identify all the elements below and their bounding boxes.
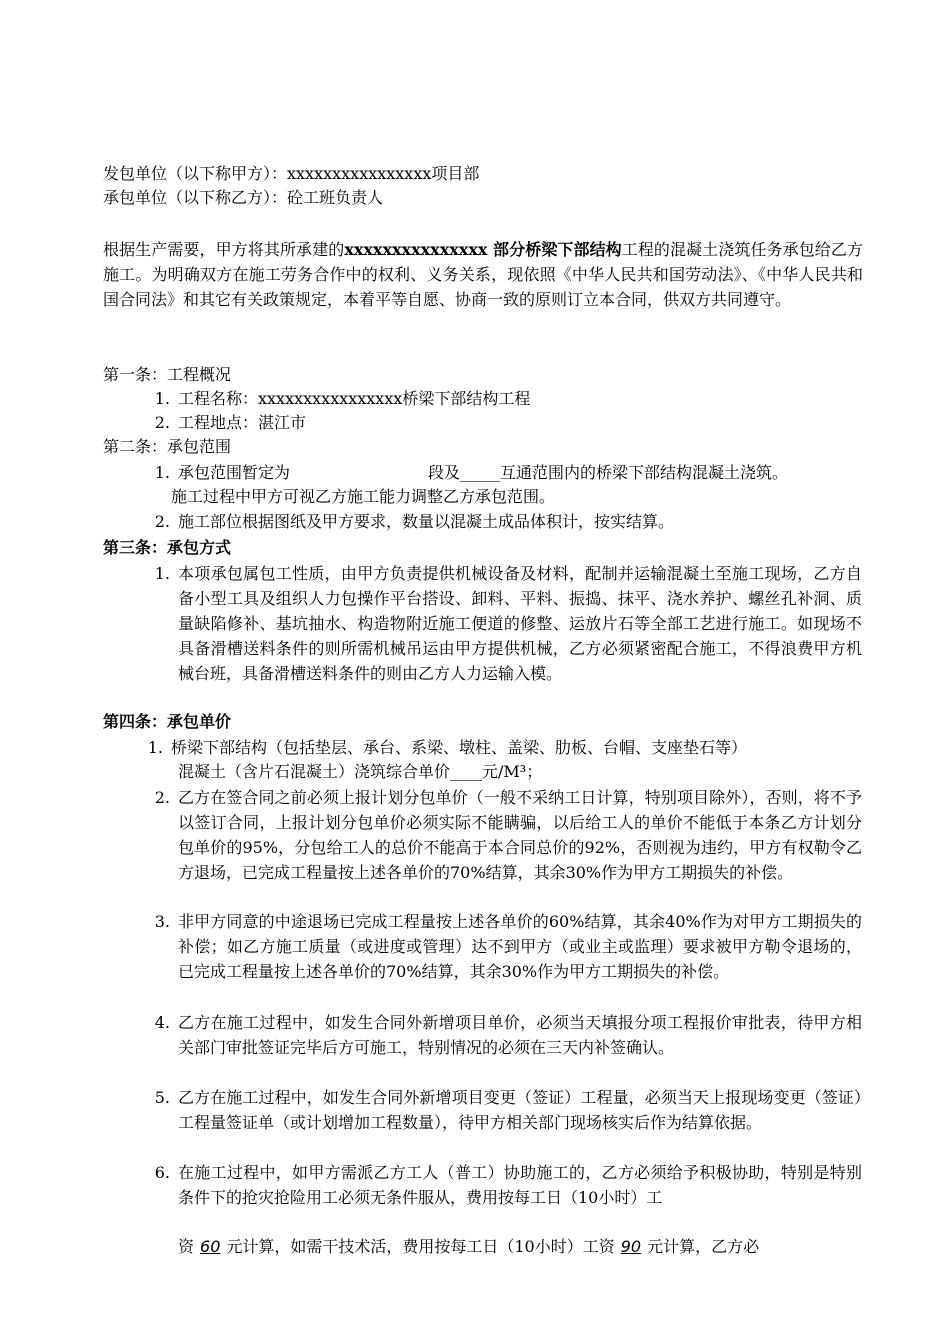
wage-text-c: 元计算，乙方必 — [647, 1237, 760, 1256]
article-1-item-1 — [154, 387, 878, 411]
scope-text-a: 承包范围暂定为 — [178, 463, 291, 482]
contract-method-text: 本项承包属包工性质，由甲方负责提供机械设备及材料，配制并运输混凝土至施工现场，乙方自备小型工具及组织人力包操作平台搭设、卸料、平料、振捣、抹平、浇水养护、螺丝孔补洞、质量缺陷修补、基坑抽水、构造物附近施工便道的修整、运放片石等全部工艺进行施工。如现场不具备滑槽送料条件的则所需机械吊运由甲方提供机械，乙方必须紧密配合施工，不得浪费甲方机械台班，具备滑槽送料条件的则由乙方人力运输入模。 — [178, 564, 862, 683]
article-2-item-1-line-2: 施工过程中甲方可视乙方施工能力调整乙方承包范围。 — [171, 487, 556, 506]
wage-text-a: 资 — [178, 1237, 195, 1256]
labor-assistance-text: 在施工过程中，如甲方需派乙方工人（普工）协助施工的，乙方必须给予积极协助，特别是特别条件下的抢灾抢险用工必须无条件服从，费用按每工日（10小时）工 — [178, 1163, 862, 1207]
article-4-item-3 — [154, 909, 862, 984]
article-4-title: 第四条：承包单价 — [103, 712, 232, 731]
party-b-line: 承包单位（以下称乙方）：砼工班负责人 — [103, 188, 384, 207]
article-4-item-5 — [154, 1085, 862, 1135]
article-2-item-2 — [154, 510, 878, 534]
party-a-line: 发包单位（以下称甲方）：xxxxxxxxxxxxxxxx项目部 — [103, 164, 480, 183]
scope-text-c: 互通范围内的桥梁下部结构混凝土浇筑。 — [500, 463, 789, 482]
article-4-item-1 — [147, 736, 871, 760]
wage-text-b: 元计算，如需干技术活，费用按每工日（10小时）工资 — [226, 1237, 615, 1256]
article-3-title: 第三条：承包方式 — [103, 538, 232, 557]
scope-blank-interchange: _____ — [460, 463, 501, 482]
project-name: 工程名称：xxxxxxxxxxxxxxxx桥梁下部结构工程 — [178, 389, 531, 408]
intro-project-name: xxxxxxxxxxxxxxx 部分桥梁下部结构 — [344, 240, 622, 259]
article-4-item-6-last-line — [178, 1235, 878, 1259]
intro-text-a: 根据生产需要，甲方将其所承建的 — [103, 240, 345, 259]
article-1-title: 第一条：工程概况 — [103, 365, 232, 384]
wage-general-value: 60 — [200, 1237, 221, 1256]
item-number: 5. — [154, 1088, 170, 1107]
unit-price-blank: ____ — [450, 762, 483, 781]
item-number: 4. — [154, 1013, 170, 1032]
project-location: 工程地点：湛江市 — [178, 413, 307, 432]
item-number: 1. — [154, 564, 170, 583]
article-4-item-4 — [154, 1010, 862, 1060]
unit-price-scope: 桥梁下部结构（包括垫层、承台、系梁、墩柱、盖梁、肋板、台帽、支座垫石等） — [171, 738, 748, 757]
new-item-price-text: 乙方在施工过程中，如发生合同外新增项目单价，必须当天填报分项工程报价审批表，待甲方相关部门审批签证完毕后方可施工，特别情况的必须在三天内补签确认。 — [178, 1013, 862, 1057]
wage-technical-value: 90 — [620, 1237, 642, 1256]
item-number: 2. — [154, 788, 170, 807]
item-number: 2. — [154, 512, 170, 531]
article-3-item-1 — [154, 561, 862, 686]
article-4-item-2 — [154, 785, 862, 885]
scope-settlement-text: 施工部位根据图纸及甲方要求，数量以混凝土成品体积计，按实结算。 — [178, 512, 675, 531]
item-number: 6. — [154, 1163, 170, 1182]
article-2-item-1 — [154, 461, 898, 485]
subcontract-price-text: 乙方在签合同之前必须上报计划分包单价（一般不采纳工日计算，特别项目除外），否则，将不予以签订合同，上报计划分包单价必须实际不能瞒骗，以后给工人的单价不能低于本条乙方计划分包单价的95%，分包给工人的总价不能高于本合同总价的92%，否则视为违约，甲方有权勒令乙方退场，已完成工程量按上述各单价的70%结算，其余30%作为甲方工期损失的补偿。 — [178, 788, 862, 882]
intro-paragraph — [103, 237, 863, 312]
article-2-title: 第二条：承包范围 — [103, 437, 232, 456]
unit-price-text-a: 混凝土（含片石混凝土）浇筑综合单价 — [178, 762, 451, 781]
unit-price-text-b: 元/M³； — [482, 762, 543, 781]
item-number: 1. — [147, 738, 163, 757]
scope-text-b: 段及 — [428, 463, 461, 482]
article-4-item-6 — [154, 1160, 862, 1210]
item-number: 3. — [154, 912, 170, 931]
variation-quantity-text: 乙方在施工过程中，如发生合同外新增项目变更（签证）工程量，必须当天上报现场变更（签证）工程量签证单（或计划增加工程数量），待甲方相关部门现场核实后作为结算依据。 — [178, 1088, 862, 1132]
article-4-item-1-line-2 — [178, 760, 878, 784]
item-number: 2. — [154, 413, 170, 432]
item-number: 1. — [154, 463, 170, 482]
item-number: 1. — [154, 389, 170, 408]
intro-text-b: 工程的混凝土浇筑任务承包给乙方施工。为明确双方在施工劳务合作中的权利、义务关系，现依照《中华人民共和国劳动法》、《中华人民共和国合同法》和其它有关政策规定，本着平等自愿、协商一致的原则订立本合同，供双方共同遵守。 — [103, 240, 863, 309]
article-1-item-2 — [154, 411, 878, 435]
early-exit-text: 非甲方同意的中途退场已完成工程量按上述各单价的60%结算，其余40%作为对甲方工期损失的补偿；如乙方施工质量（或进度或管理）达不到甲方（或业主或监理）要求被甲方勒令退场的，已完成工程量按上述各单价的70%结算，其余30%作为甲方工期损失的补偿。 — [178, 912, 862, 981]
